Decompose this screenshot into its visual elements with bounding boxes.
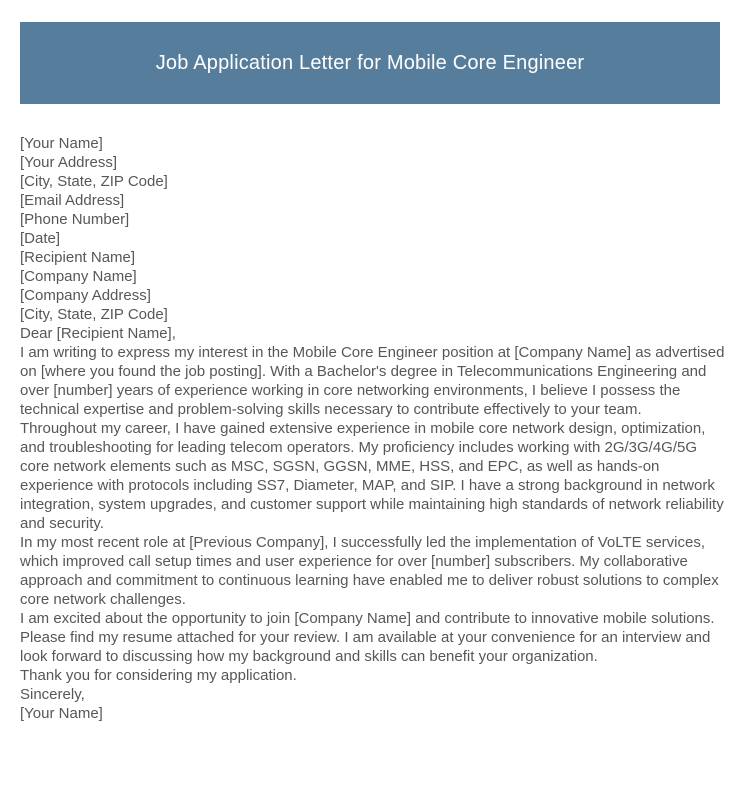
signature-line: [Your Name] (20, 705, 103, 722)
recipient-city-line: [City, State, ZIP Code] (20, 306, 168, 323)
letter-body (20, 134, 730, 723)
letter-paragraph-intro: I am writing to express my interest in the Mobile Core Engineer position at [Company Name] as advertised on [where you found the job posting]. With a Bachelor's degree in Telecommunications Engineering and over [number] years of experience working in core networking environments, I believe I possess the technical expertise and problem-solving skills necessary to contribute effectively to your team. (20, 344, 725, 418)
thanks-line: Thank you for considering my application. (20, 667, 297, 684)
recipient-company-line: [Company Name] (20, 268, 137, 285)
letter-paragraph-experience: Throughout my career, I have gained extensive experience in mobile core network design, optimization, and troubleshooting for leading telecom operators. My proficiency includes working with 2G/3G/4G/5G core network elements such as MSC, SGSN, GGSN, MME, HSS, and EPC, as well as hands-on experience with protocols including SS7, Diameter, MAP, and SIP. I have a strong background in network integration, system upgrades, and customer support while maintaining high standards of network reliability and security. (20, 420, 724, 532)
sender-city-line: [City, State, ZIP Code] (20, 173, 168, 190)
letter-paragraph-recent-role: In my most recent role at [Previous Company], I successfully led the implementation of VoLTE services, which improved call setup times and user experience for over [number] subscribers. My collaborative approach and commitment to continuous learning have enabled me to deliver robust solutions to complex core network challenges. (20, 534, 719, 608)
sender-email-line: [Email Address] (20, 192, 125, 209)
sender-phone-line: [Phone Number] (20, 211, 130, 228)
letter-paragraph-closing: I am excited about the opportunity to join [Company Name] and contribute to innovative mobile solutions. Please find my resume attached for your review. I am available at your convenience for an interview and look forward to discussing how my background and skills can benefit your organization. (20, 610, 715, 665)
salutation-line: Dear [Recipient Name], (20, 325, 176, 342)
date-line: [Date] (20, 230, 61, 247)
sender-name-line: [Your Name] (20, 135, 103, 152)
recipient-name-line: [Recipient Name] (20, 249, 136, 266)
page-title: Job Application Letter for Mobile Core Engineer (155, 51, 585, 74)
recipient-address-line: [Company Address] (20, 287, 151, 304)
signoff-line: Sincerely, (20, 686, 85, 703)
sender-address-line: [Your Address] (20, 154, 118, 171)
header-banner (20, 22, 720, 104)
